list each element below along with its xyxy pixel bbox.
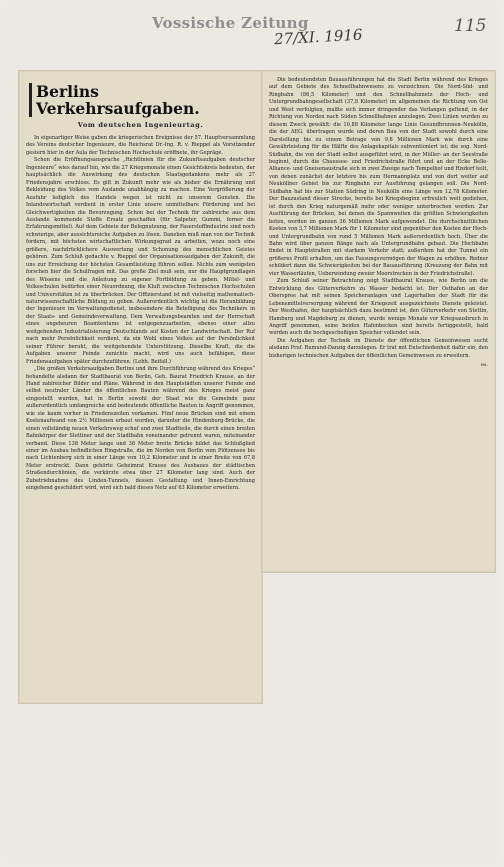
handwritten-date: 27/XI. 1916 [273, 25, 363, 49]
archive-sheet [2, 2, 500, 863]
clipping-right-column [261, 70, 496, 573]
right-column-text [262, 71, 495, 370]
paragraph: Die bedeutendsten Bauausführungen hat die Stadt Berlin während des Krieges auf dem Gebiete des Schnellbahnwesens zu verzeichnen. Die Nord-Süd- und Ringbahn (86,5 Kilometer) und den Schnellbahnnetz der Hoch- und Untergrundbahngesellschaft (37,8 Kilometer) im allgemeinen die Richtung von Ost und West verfolgten, mußte sich immer dringender das Verlangen geltend, in der Richtung von Norden nach Süden Schnellbahnen anzulegen. Zwei Linien wurden zu diesem Zweck gewählt: die 10,88 Kilometer lange Linie Gesundbrunnen–Neukölln, die der AEG. übertragen wurde und deren Bau von der Stadt sowohl durch eine Darstellung bis zu einem Betrage von 9,8 Millionen Mark wie durch eine Gewährleistung für die Hälfte des Anlagekapitals subventioniert ist; die sog. Nord-Südbahn, die von der Stadt selbst ausgeführt wird, in der Müller- an der Seestraße beginnt, durch die Chaussee- und Friedrichstraße führt und an der Ecke Belle-Alliance- und Gneisenaustraße sich in zwei Zweige nach Tempelhof und Rixdorf teilt, von denen zunächst der letztere bis zum Hermannplatz und von dort weiter auf Neuköllner Gebiet bis zur Ringbahn zur Ausführung gelangen soll. Die Nord-Südbahn hat bis zur Station Südring in Neukölln eine Länge von 12,78 Kilometer. Der Bauzustand dieser Strecke, bereits bei Kriegsbeginn erfreulich weit gediehen, ist durch den Krieg naturgemäß mehr oder weniger unterbrochen worden. Zur Ausführung der Brücken, bei denen die Spannweiten die größten Schwierigkeiten boten, werden im ganzen 36 Millionen Mark aufgewendet. Die durchschnittlichen Kosten von 3,7 Millionen Mark für 1 Kilometer sind gegenüber den Kosten der Hoch- und Untergrundbahn von rund 5 Millionen Mark außerordentlich hoch. Über die Bahn wird über ganzen Bänge nach als Untergrundbahn gebaut. Die Hochbahn findet in Hauptstraßen mit starkem Verkehr statt; außerdem hat der Tunnel ein größeres Profil erhalten, um das Fassungsvermögen der Wagen zu erhöhen. Redner schildert dann die Schwierigkeiten bei der Bauausführung (Kreuzung der Bahn mit vier Wasserläufen, Ueberwindung zweier Moorstrecken in der Friedrichstraße). [269, 77, 488, 277]
clipping-left-column [18, 70, 263, 704]
paragraph: Die Aufgaben der Technik im Dienste der öffentlichen Gemeinwesen sucht alsdann Prof. Rumund-Danzig darzulegen. Er trat mit Entschiedenheit dafür ein, den bisherigen technischen Aufgaben der öffentlichen Gemeinwesen zu erweitern. [269, 337, 488, 359]
paragraph: Schon die Eröffnungsansprache „Richtlinien für die Zukunftsaufgaben deutscher Ingenieure“ wies darauf hin, wie die 27 Kriegsmonate einen Gesichtskreis bedeuten, der hauptsächlich die Auswirkung des deutschen Staatsgedankens mehr als 27 Friedensjahre erschloss. Es gilt in Zukunft mehr wie als bisher die Ernährung und Bekleidung des Volkes vom Auslande unabhängig zu machen. Eine Vergrößerung der Ausfuhr lediglich des Handels wegen ist nicht zu unserem Gunsten. Die Inlandswirtschaft verdient in erster Linie unsere unmittelbare Förderung und bei Gleichwertigkeiten die Bevorzugung. Schon bei der Technik für zahlreiche aus dem Auslande kommende Stoffe Ersatz geschaffen (für Salpeter, Gummi, ferner die Erfahrungsmittel). Auf dem Gebiete der Belegnutzung, der Faserstoffindustrie sind noch schwierige, aber aussichtsreiche Aufgaben zu lösen. Daneben muß man von der Technik fordern, mit höchsten wirtschaftlichen Wirkungsgrad zu arbeiten, wozu noch eine größere, nachdrücklichere Auswertung und Schonung des menschlichen Geistes gehören. Zum Schluß gedachte v. Rieppel der Organisationsaufgaben der Zukunft, die uns zur Erreichung der höchsten Gesamtleistung führen sollen. Nichts zum wenigsten forschen hier die Schulfragen mit. Das große Ziel muß sein, nur die Hauptgrundlagen des Wissens und die Anleitung zu eigener Fortbildung zu geben. Mittel- und Volksschulen bedürfen einer Neuordnung, die Kluft zwischen Technischen Hochschulen und Universitäten ist zu überbrücken. Der Offizierstand ist mit vielseitig mathematisch-naturwissenschaftliche Bildung zu geben. Außerordentlich wichtig ist die Heranbildung der Ingenieure im Verwaltungsdienst, insbesondere die Beteiligung des Technikers in der Staats- und Gemeindeverwaltung. Dem Verwaltungsbeamten und der Herrschaft eines ungeheuren Beamtentums ist entgegenzuarbeiten, ebenso einer allzu weitgehenden Industrialisierung Deutschlands auf Kosten der Landwirtschaft. Der Ruf nach mehr Persönlichkeit verdient, da ein Wohl eines Volkes auf der Persönlichkeit seiner Führer beruht, die weitgehendste Unterstützung. Dieselbe Kraft, die die Aufgaben unserer Feinde zunichte macht, wird uns auch befähigen, diese Friedensaufgaben später durchzuführen. (Lebh. Beifall.) [26, 157, 255, 365]
right-signature: es. [480, 362, 488, 369]
paragraph: In eigenartiger Weise gaben die kriegerischen Ereignisse der 57. Hauptversammlung des Vereins deutscher Ingenieure, die Reichsrat Dr.-Ing. R. v. Rieppel als Vorsitzender gestern hier in der Aula der Technischen Hochschule eröffnete, ihr Gepräge. [26, 135, 255, 156]
paragraph: Zum Schluß seiner Betrachtung zeigt Stadtbaurat Krause, wie Berlin um die Entwicklung des Güterverkehrs zu Wasser bedacht ist. Der Osthafen an der Oberspree hat mit seinen Speicheranlagen und Lagerhallen der Stadt für die Lebensmittelversorgung während der Kriegszeit ausgezeichnete Dienste geleistet. Der Westhafen, der hauptsächlich dazu bestimmt ist, den Güterverkehr von Stettin, Hamburg und Magdeburg zu dienen, wurde wenige Monate vor Kriegsausbruch in Angriff genommen, seine beiden Hafenbecken sind bereits fertiggestellt, bald werden auch die hochgeschoßigen Speicher vollendet sein. [269, 278, 488, 337]
article-subheading: Vom deutschen Ingenieurtag. [77, 121, 204, 129]
handwritten-page-number: 115 [454, 16, 487, 36]
article-headline: Berlins Verkehrsaufgaben. [29, 83, 252, 117]
paragraph: „Die großen Verkehrsaufgaben Berlins und ihre Durchführung während des Krieges“ behandelte alsdann der Stadtbaurat von Berlin, Geh. Baurat Friedrich Krause, an der Hand zahlreicher Bilder und Pläne. Während in den Hauptstädten unserer Feinde und selbst neutraler Länder die öffentlichen Bauten während des Krieges meist ganz eingestellt wurden, hat in Berlin sowohl der Staat wie die Gemeinde ganz außerordentlich umfangreiche und bedeutende öffentliche Bauten in Angriff genommen, wie sie kaum vorher in Friedenszeiten vorkamen. Fünf neue Brücken sind mit einem Kostenaufwand von 2½ Millionen erbaut worden, darunter die Hindenburg-Brücke, die einen vollständig neuen Verkehrsweg schuf und zwei Stadtteile, die durch einen breiten Bahnkörper der Stettiner und der Stadtbahn voneinander getrennt waren, miteinander verband. Diese 138 Meter lange und 38 Meter breite Brücke bildet das Schlußglied einer im Ausbau befindlichen Ringstraße, die im Norden von Berlin vom Plötzensee bis nach Lichtenberg sich in einer Länge von 10,2 Kilometer und in einer Breite von 67,8 Meter erstreckt. Dann gehörte Geheimrat Krause des Ausbaues der städtischen Straßendurchlinien, die verkürzte etwa über 27 Kilometer lang sind. Auch der Zubetriebnahme des Linden-Tunnels, dessen Gestaltung und Innen-Einrichtung eingehend geschildert wird, wird sich bald dieses Netz auf 63 Kilometer erweitern. [26, 366, 255, 492]
left-column-text [19, 135, 262, 493]
newspaper-masthead: Vossische Zeitung [152, 14, 309, 32]
